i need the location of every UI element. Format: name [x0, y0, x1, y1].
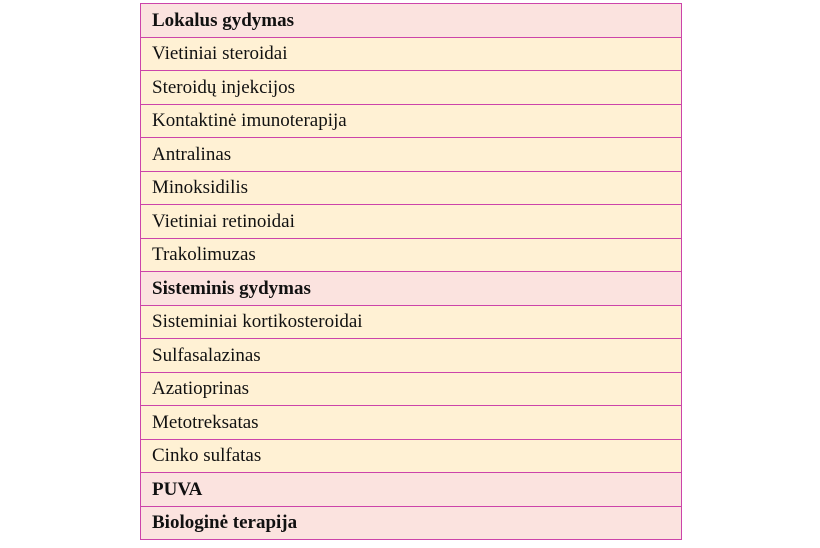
section-heading: PUVA [141, 473, 682, 507]
treatment-row [141, 104, 682, 138]
treatment-name: Minoksidilis [141, 171, 682, 205]
treatment-name: Metotreksatas [141, 406, 682, 440]
treatment-row [141, 171, 682, 205]
section-heading: Biologinė terapija [141, 506, 682, 540]
section-heading-row [141, 272, 682, 306]
treatment-row [141, 406, 682, 440]
treatment-name: Steroidų injekcijos [141, 71, 682, 105]
treatment-table-body [141, 4, 682, 540]
treatment-row [141, 339, 682, 373]
section-heading: Sisteminis gydymas [141, 272, 682, 306]
treatment-name: Azatioprinas [141, 372, 682, 406]
section-heading: Lokalus gydymas [141, 4, 682, 38]
treatment-row [141, 71, 682, 105]
treatment-row [141, 305, 682, 339]
treatment-row [141, 439, 682, 473]
treatment-name: Trakolimuzas [141, 238, 682, 272]
section-heading-row [141, 506, 682, 540]
section-heading-row [141, 4, 682, 38]
treatment-row [141, 238, 682, 272]
treatment-name: Cinko sulfatas [141, 439, 682, 473]
treatment-name: Antralinas [141, 138, 682, 172]
section-heading-row [141, 473, 682, 507]
treatment-row [141, 138, 682, 172]
treatment-table [140, 3, 682, 540]
treatment-row [141, 37, 682, 71]
treatment-name: Vietiniai steroidai [141, 37, 682, 71]
treatment-row [141, 205, 682, 239]
treatment-name: Kontaktinė imunoterapija [141, 104, 682, 138]
treatment-name: Vietiniai retinoidai [141, 205, 682, 239]
treatment-name: Sulfasalazinas [141, 339, 682, 373]
treatment-row [141, 372, 682, 406]
treatment-name: Sisteminiai kortikosteroidai [141, 305, 682, 339]
